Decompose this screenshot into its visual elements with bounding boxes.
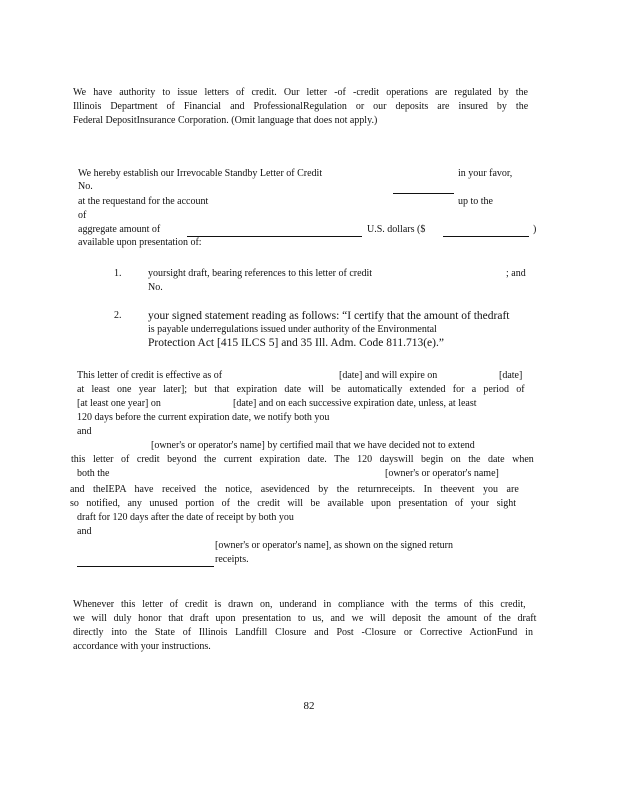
item2-number: 2. [114, 310, 122, 321]
signature-underline [77, 566, 214, 567]
para2-line3a: at the requestand for the account [78, 196, 209, 207]
para3-l5: and [77, 426, 92, 437]
para3-l2: at least one year later]; but that expiration date will be automatically extended for a period of [77, 384, 525, 395]
para3-l3b: [date] and on each successive expiration date, unless, at least [233, 398, 477, 409]
item2-line2: is payable underregulations issued under authority of the Environmental [148, 324, 437, 335]
para3-l3a: [at least one year] on [77, 398, 161, 409]
item2-line1: your signed statement reading as follows: “I certify that the amount of thedraft [148, 310, 510, 322]
para2-line5b: U.S. dollars ($ [367, 224, 426, 235]
para3-l6: [owner's or operator's name] by certified mail that we have decided not to extend [151, 440, 475, 451]
para4-line2: we will duly honor that draft upon presentation to us, and we will deposit the amount of the draft [73, 613, 537, 624]
para2-line2: No. [78, 181, 93, 192]
para3-l8a: both the [77, 468, 110, 479]
item1-no: No. [148, 282, 163, 293]
amount-dollars-underline [443, 236, 529, 237]
para3-l8b: [owner's or operator's name] [385, 468, 499, 479]
para3-l1b: [date] and will expire on [339, 370, 438, 381]
para3-l7: this letter of credit beyond the current expiration date. The 120 dayswill begin on the date when [71, 454, 534, 465]
para4-line4: accordance with your instructions. [73, 641, 211, 652]
para3-l11: draft for 120 days after the date of receipt by both you [77, 512, 294, 523]
amount-words-underline [187, 236, 362, 237]
para2-line4: of [78, 210, 87, 221]
para2-line5c: ) [533, 224, 537, 235]
item1-text: yoursight draft, bearing references to this letter of credit [148, 268, 373, 279]
para1-line1: We have authority to issue letters of credit. Our letter -of -credit operations are regulated by the [73, 87, 528, 98]
para3-l14: receipts. [215, 554, 249, 565]
para2-line1a: We hereby establish our Irrevocable Standby Letter of Credit [78, 168, 323, 179]
para4-line1: Whenever this letter of credit is drawn on, underand in compliance with the terms of this credit, [73, 599, 526, 610]
para4-line3: directly into the State of Illinois Landfill Closure and Post -Closure or Corrective ActionFund in [73, 627, 533, 638]
para2-line5a: aggregate amount of [78, 224, 161, 235]
para2-line3b: up to the [458, 196, 493, 207]
letter-number-underline [393, 193, 454, 194]
para3-l12: and [77, 526, 92, 537]
para3-l4: 120 days before the current expiration date, we notify both you [77, 412, 330, 423]
para3-l10: so notified, any unused portion of the credit will be available upon presentation of your sight [70, 498, 517, 509]
para2-line6: available upon presentation of: [78, 237, 202, 248]
item1-number: 1. [114, 268, 122, 279]
para1-line3: Federal DepositInsurance Corporation. (Omit language that does not apply.) [73, 115, 378, 126]
item2-line3: Protection Act [415 ILCS 5] and 35 Ill. Adm. Code 811.713(e).” [148, 337, 444, 349]
item1-and: ; and [506, 268, 526, 279]
para2-line1b: in your favor, [458, 168, 513, 179]
page-number: 82 [303, 700, 315, 712]
para1-line2: Illinois Department of Financial and ProfessionalRegulation or our deposits are insured by the [73, 101, 529, 112]
para3-l13: [owner's or operator's name], as shown on the signed return [215, 540, 453, 551]
para3-l1c: [date] [499, 370, 523, 381]
para3-l1a: This letter of credit is effective as of [77, 370, 223, 381]
para3-l9: and theIEPA have received the notice, asevidenced by the returnreceipts. In theevent you are [70, 484, 519, 495]
